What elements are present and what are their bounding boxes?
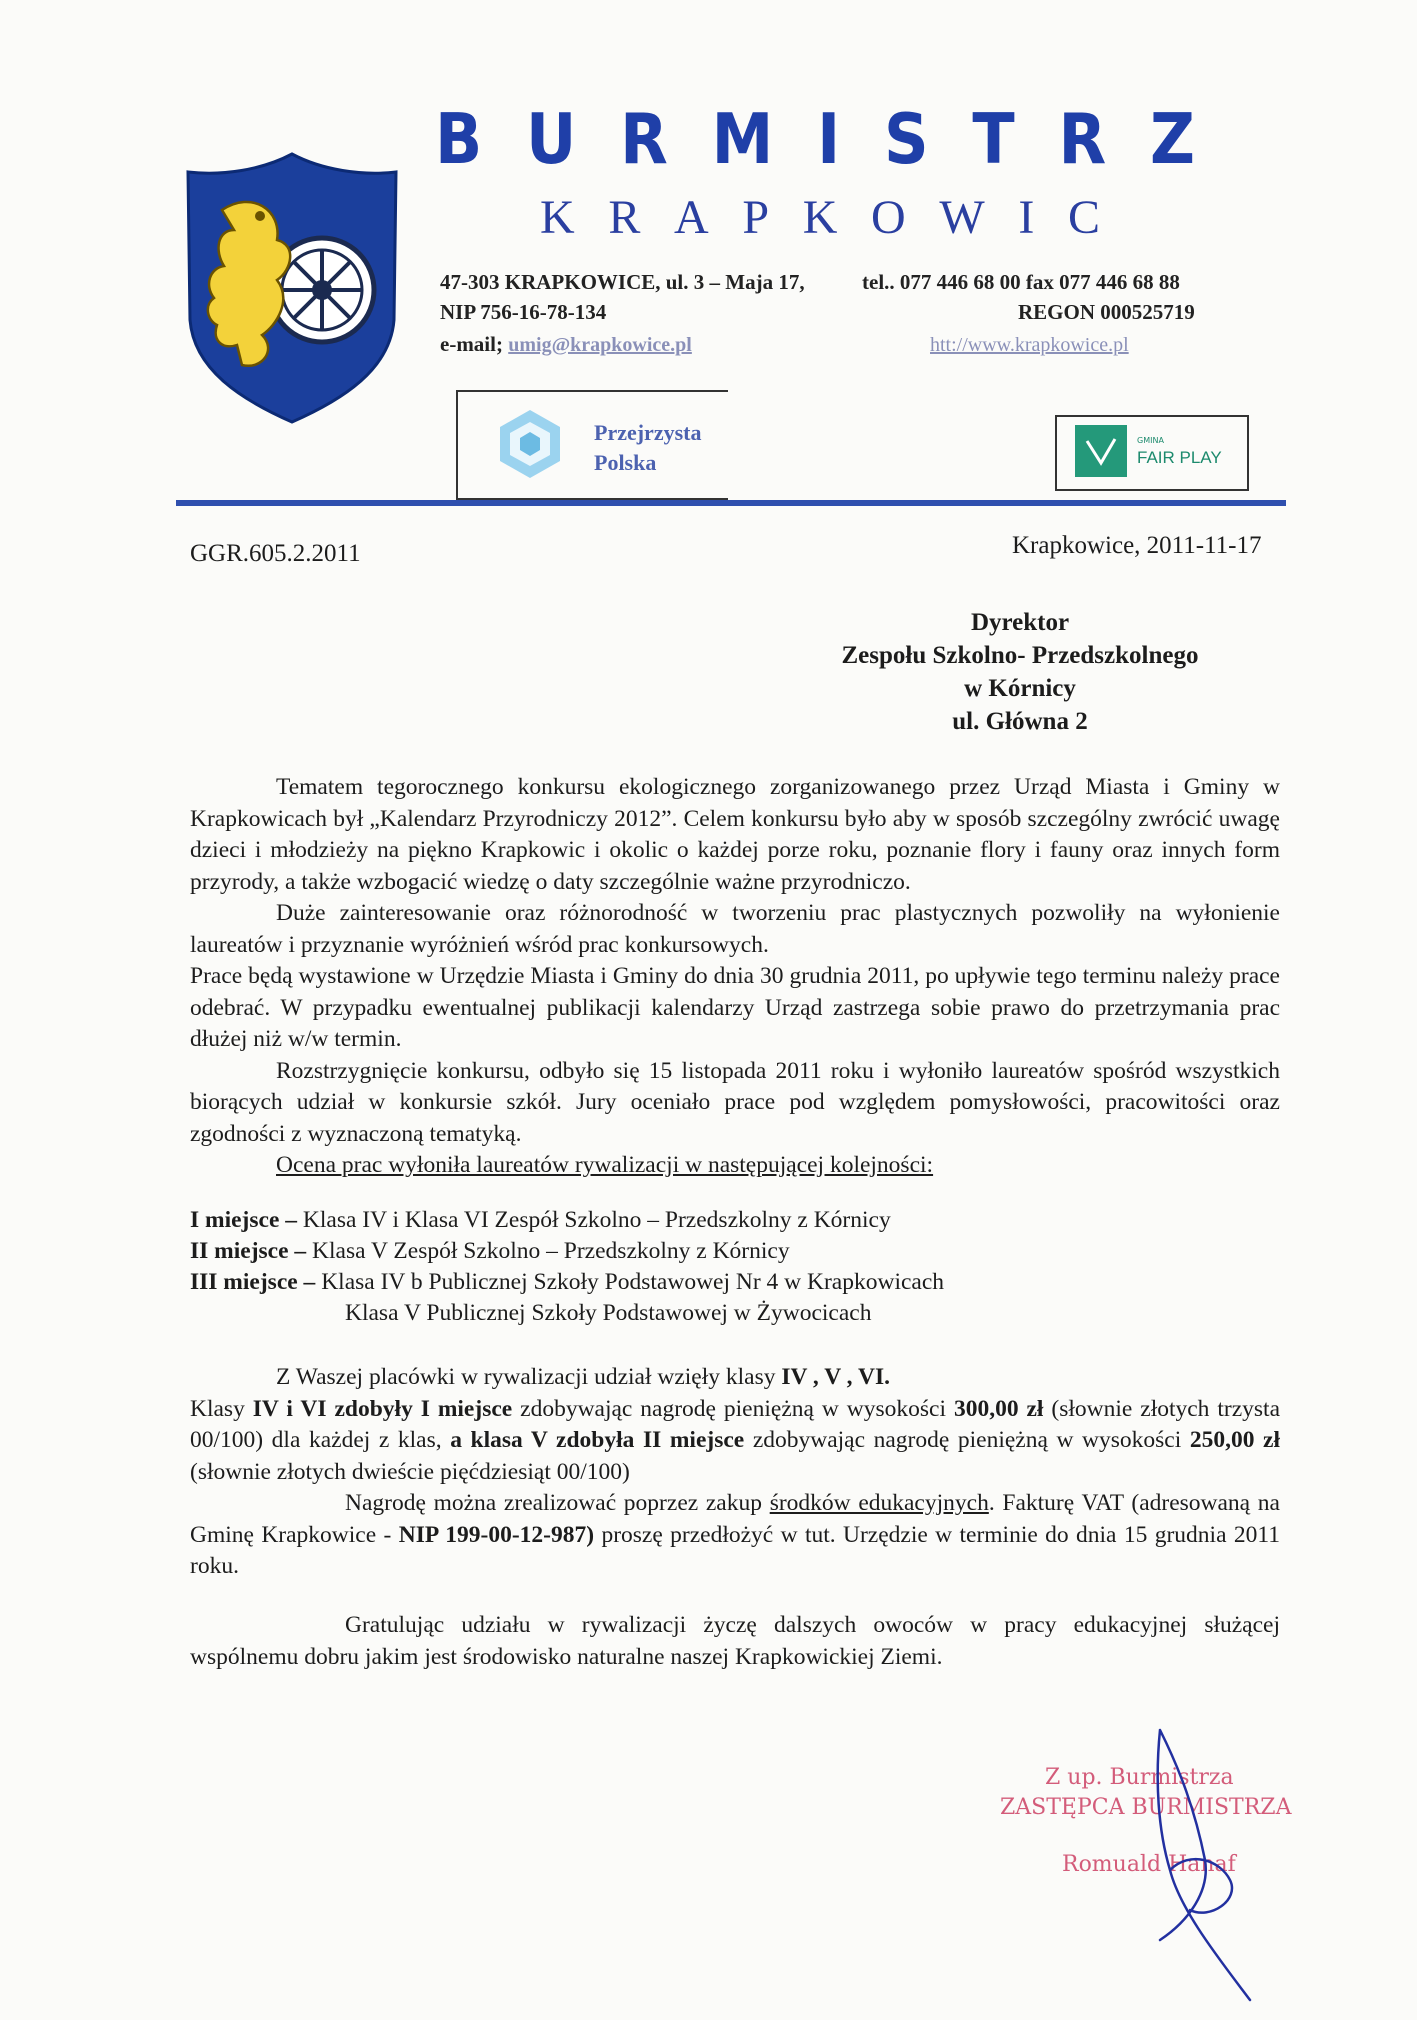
classes-bold: IV , V , VI (781, 1364, 885, 1390)
stamp-line: ZASTĘPCA BURMISTRZA (1000, 1795, 1292, 1820)
nip-bold: NIP 199-00-12-987) (398, 1521, 595, 1548)
educational-items-underlined: środków edukacyjnych (769, 1490, 989, 1516)
letter-body (190, 772, 1280, 1182)
title-letter: R (620, 98, 668, 180)
list-item (190, 1205, 944, 1236)
paragraph (190, 1488, 1280, 1583)
second-place-bold: a klasa V zdobyła II miejsce (450, 1427, 745, 1453)
title-letter: T (972, 98, 1015, 180)
subtitle-letter: C (1067, 191, 1100, 244)
subtitle-letter: O (871, 191, 906, 244)
email-label: e-mail; (440, 332, 503, 356)
transparent-poland-logo-icon (494, 408, 566, 480)
text: . (884, 1364, 890, 1390)
website-link[interactable]: htt://www.krapkowice.pl (930, 334, 1129, 356)
subtitle-letter: K (802, 191, 838, 244)
title-letter: Z (1149, 98, 1195, 180)
amount-bold: 300,00 zł (953, 1395, 1044, 1422)
paragraph: Duże zainteresowanie oraz różnorodność w tworzeniu prac plastycznych pozwoliły na wyłonienie laureatów i przyznanie wyróżnień wśród prac konkursowych. (190, 900, 1280, 958)
award-section (190, 1362, 1280, 1583)
subtitle-letter: W (939, 191, 985, 244)
place-text: Klasa IV b Publicznej Szkoły Podstawowej Nr 4 w Krapkowicach (321, 1269, 945, 1295)
subtitle-letter: R (608, 191, 641, 244)
stamp-line: Z up. Burmistrza (1045, 1765, 1234, 1790)
text: proszę przedłożyć w tut. Urzędzie w terminie do dnia 15 grudnia 2011 roku. (190, 1521, 1281, 1579)
title-letter: I (817, 98, 841, 180)
fair-play-check-icon (1075, 425, 1127, 477)
transparent-poland-label (594, 418, 701, 478)
subtitle-letter: P (742, 191, 770, 244)
amount-bold: 250,00 zł (1189, 1427, 1281, 1453)
winners-list (190, 1205, 944, 1329)
place-label: III miejsce – (190, 1269, 316, 1295)
text: . Fakturę VAT (adresowaną na Gminę Krapkowice - (190, 1490, 1280, 1548)
subtitle-letter: A (674, 191, 709, 244)
title-letter: S (883, 98, 929, 180)
office-title (435, 98, 1195, 180)
logo-left-line: Przejrzysta (594, 420, 702, 445)
fair-play-small-label: GMINA (1137, 436, 1164, 445)
list-item (190, 1236, 944, 1267)
regon-number: REGON 000525719 (1018, 300, 1195, 324)
title-letter: B (435, 98, 483, 180)
ranking-intro: Ocena prac wyłoniła laureatów rywalizacji w następującej kolejności: (276, 1152, 934, 1178)
address: 47-303 KRAPKOWICE, ul. 3 – Maja 17, (440, 270, 805, 294)
recipient-block (680, 606, 1360, 738)
place-label: I miejsce – (190, 1207, 298, 1233)
paragraph (190, 1394, 1280, 1489)
recipient-line: ul. Główna 2 (952, 708, 1088, 735)
paragraph (190, 1362, 1280, 1394)
coat-of-arms-icon (182, 150, 402, 425)
handwritten-signature (1100, 1710, 1280, 2010)
paragraph: Rozstrzygnięcie konkursu, odbyło się 15 listopada 2011 roku i wyłoniło laureatów spośród wszystkich biorących udział w konkursie szkół. Jury oceniało prace pod względem pomysłowości, pracowitości oraz zgodności z wyznaczoną tematyką. (190, 1057, 1280, 1147)
paragraph: Prace będą wystawione w Urzędzie Miasta i Gminy do dnia 30 grudnia 2011, po upływie tego terminu należy prace odebrać. W przypadku ewentualnej publikacji kalendarzy Urząd zastrzega sobie prawo do przetrzymania prac dłużej niż w/w termin. (190, 963, 1280, 1052)
place-text: Klasa IV i Klasa VI Zespół Szkolno – Przedszkolny z Kórnicy (302, 1207, 891, 1233)
place-text: Klasa V Publicznej Szkoły Podstawowej w Żywocicach (345, 1300, 872, 1326)
title-letter: R (1058, 98, 1107, 180)
recipient-line: Dyrektor (970, 609, 1070, 636)
text: zdobywając nagrodę pieniężną w wysokości (512, 1395, 954, 1422)
subtitle-letter: I (1018, 191, 1035, 244)
office-subtitle (540, 190, 1100, 245)
logo-left-line: Polska (594, 450, 657, 475)
text: zdobywając nagrodę pieniężną w wysokości (744, 1427, 1190, 1453)
text: (słownie złotych dwieście pięćdziesiąt 00/100) (190, 1458, 630, 1485)
fair-play-label: FAIR PLAY (1137, 448, 1222, 467)
title-letter: U (526, 98, 577, 180)
text: (słownie złotych trzysta 00/100) dla każdej z klas, (190, 1395, 1281, 1453)
text: Z Waszej placówki w rywalizacji udział wzięły klasy (276, 1364, 782, 1390)
title-letter: M (711, 98, 774, 180)
stamp-line: Romuald Hanaf (1062, 1852, 1236, 1877)
paragraph: Tematem tegorocznego konkursu ekologicznego zorganizowanego przez Urząd Miasta i Gminy w Krapkowicach był „Kalendarz Przyrodniczy 2012”. Celem konkursu było aby w sposób szczególny zwrócić uwagę dzieci i młodzieży na piękno Krapkowic i okolic o każdej porze roku, poznanie flory i fauny oraz innych form przyrody, a także wzbogacić wiedzę o daty szczególnie ważne przyrodniczo. (190, 774, 1280, 895)
email-link[interactable]: umig@krapkowice.pl (508, 334, 692, 356)
place-label: II miejsce – (190, 1238, 307, 1264)
header-divider (176, 500, 1286, 506)
subtitle-letter: K (540, 191, 575, 244)
reference-number: GGR.605.2.2011 (190, 540, 361, 567)
first-place-bold: IV i VI zdobyły I miejsce (252, 1395, 513, 1422)
letter-date: Krapkowice, 2011-11-17 (1012, 532, 1262, 559)
recipient-line: Zespołu Szkolno- Przedszkolnego (841, 642, 1199, 669)
list-item (190, 1298, 944, 1329)
place-text: Klasa V Zespół Szkolno – Przedszkolny z Kórnicy (312, 1238, 790, 1264)
closing-section (190, 1610, 1280, 1673)
text: Nagrodę można zrealizować poprzez zakup (345, 1490, 770, 1516)
nip-number: NIP 756-16-78-134 (440, 300, 607, 324)
closing-paragraph: Gratulując udziału w rywalizacji życzę dalszych owoców w pracy edukacyjnej służącej wspólnemu dobru jakim jest środowisko naturalne naszej Krapkowickiej Ziemi. (190, 1612, 1280, 1670)
email-line (440, 334, 692, 355)
phone-fax: tel.. 077 446 68 00 fax 077 446 68 88 (862, 270, 1180, 294)
recipient-line: w Kórnicy (964, 675, 1076, 702)
text: Klasy (190, 1395, 253, 1422)
list-item (190, 1267, 944, 1298)
